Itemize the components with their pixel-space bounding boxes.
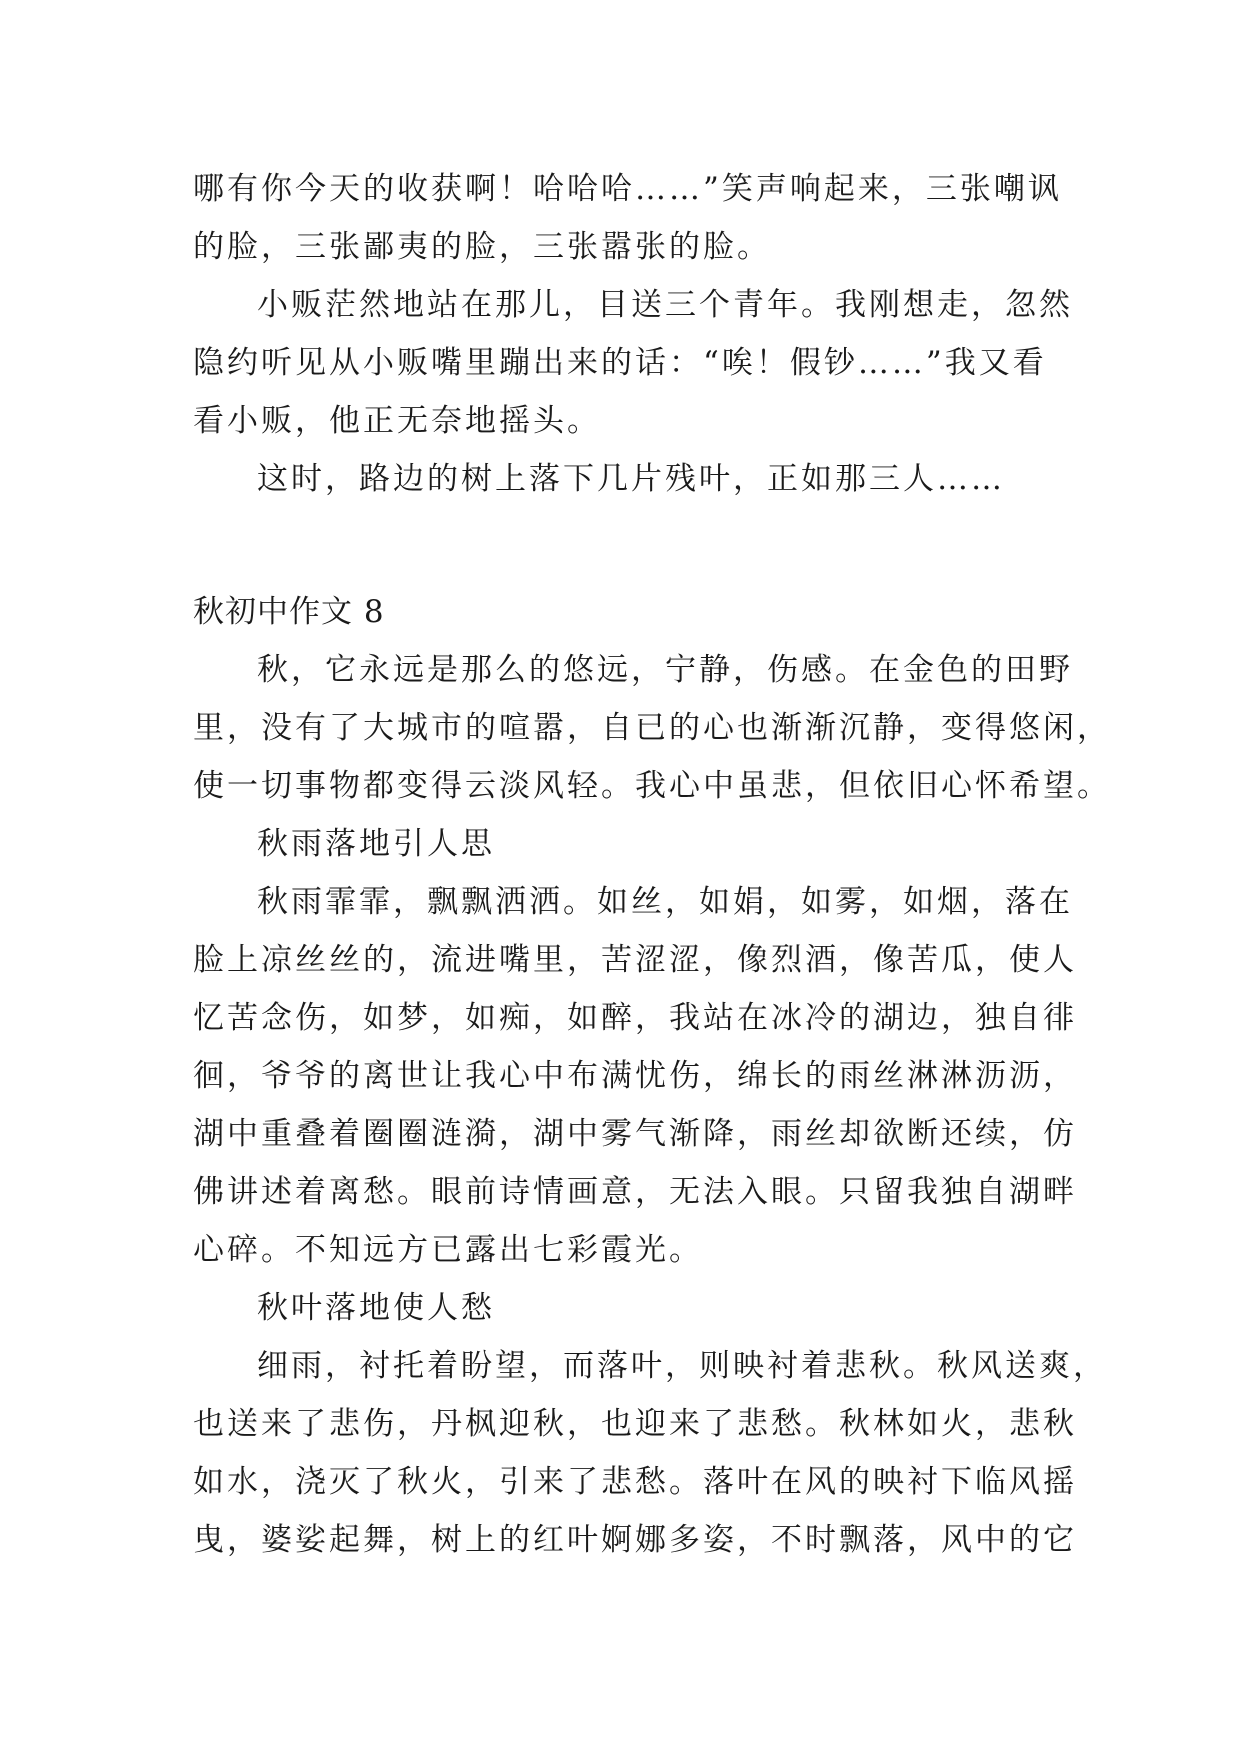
text-line: 心碎。不知远方已露出七彩霞光。 (193, 1232, 703, 1268)
text-line: 秋，它永远是那么的悠远，宁静，伤感。在金色的田野 (257, 652, 1073, 688)
paragraph-continuation (193, 160, 1062, 276)
text-line: 脸上凉丝丝的，流进嘴里，苦涩涩，像烈酒，像苦瓜，使人 (193, 942, 1077, 978)
paragraph-intro (193, 641, 1111, 815)
text-line: 忆苦念伤，如梦，如痴，如醉，我站在冰冷的湖边，独自徘 (193, 1000, 1077, 1036)
text-line: 看小贩，他正无奈地摇头。 (193, 403, 601, 439)
text-line: 细雨，衬托着盼望，而落叶，则映衬着悲秋。秋风送爽， (257, 1348, 1107, 1384)
document-body (193, 160, 1111, 1569)
subheading-autumn-rain: 秋雨落地引人思 (257, 826, 495, 862)
text-line: 的脸，三张鄙夷的脸，三张嚣张的脸。 (193, 229, 771, 265)
text-line: 里，没有了大城市的喧嚣，自已的心也渐渐沉静，变得悠闲， (193, 710, 1111, 746)
paragraph-leaves (193, 450, 1053, 508)
paragraph-autumn-rain (193, 873, 1077, 1279)
text-line: 这时，路边的树上落下几片残叶，正如那三人…… (257, 461, 1005, 497)
subheading-autumn-leaves: 秋叶落地使人愁 (257, 1290, 495, 1326)
paragraph-autumn-leaves (193, 1337, 1107, 1569)
text-line: 隐约听见从小贩嘴里蹦出来的话：“唉！假钞……”我又看 (193, 345, 1047, 381)
text-line: 佛讲述着离愁。眼前诗情画意，无法入眼。只留我独自湖畔 (193, 1174, 1077, 1210)
text-line: 使一切事物都变得云淡风轻。我心中虽悲，但依旧心怀希望。 (193, 768, 1111, 804)
text-line: 小贩茫然地站在那儿，目送三个青年。我刚想走，忽然 (257, 287, 1073, 323)
paragraph-vendor (193, 276, 1073, 450)
text-line: 秋雨霏霏，飘飘洒洒。如丝，如娟，如雾，如烟，落在 (257, 884, 1073, 920)
text-line: 也送来了悲伤，丹枫迎秋，也迎来了悲愁。秋林如火，悲秋 (193, 1406, 1077, 1442)
text-line: 曳，婆娑起舞，树上的红叶婀娜多姿，不时飘落，风中的它 (193, 1522, 1077, 1558)
essay-title: 秋初中作文 8 (193, 594, 385, 630)
text-line: 哪有你今天的收获啊！哈哈哈……”笑声响起来，三张嘲讽 (193, 171, 1062, 207)
section-gap (193, 508, 1053, 583)
text-line: 徊，爷爷的离世让我心中布满忧伤，绵长的雨丝淋淋沥沥， (193, 1058, 1077, 1094)
text-line: 湖中重叠着圈圈涟漪，湖中雾气渐降，雨丝却欲断还续，仿 (193, 1116, 1077, 1152)
text-line: 如水，浇灭了秋火，引来了悲愁。落叶在风的映衬下临风摇 (193, 1464, 1077, 1500)
